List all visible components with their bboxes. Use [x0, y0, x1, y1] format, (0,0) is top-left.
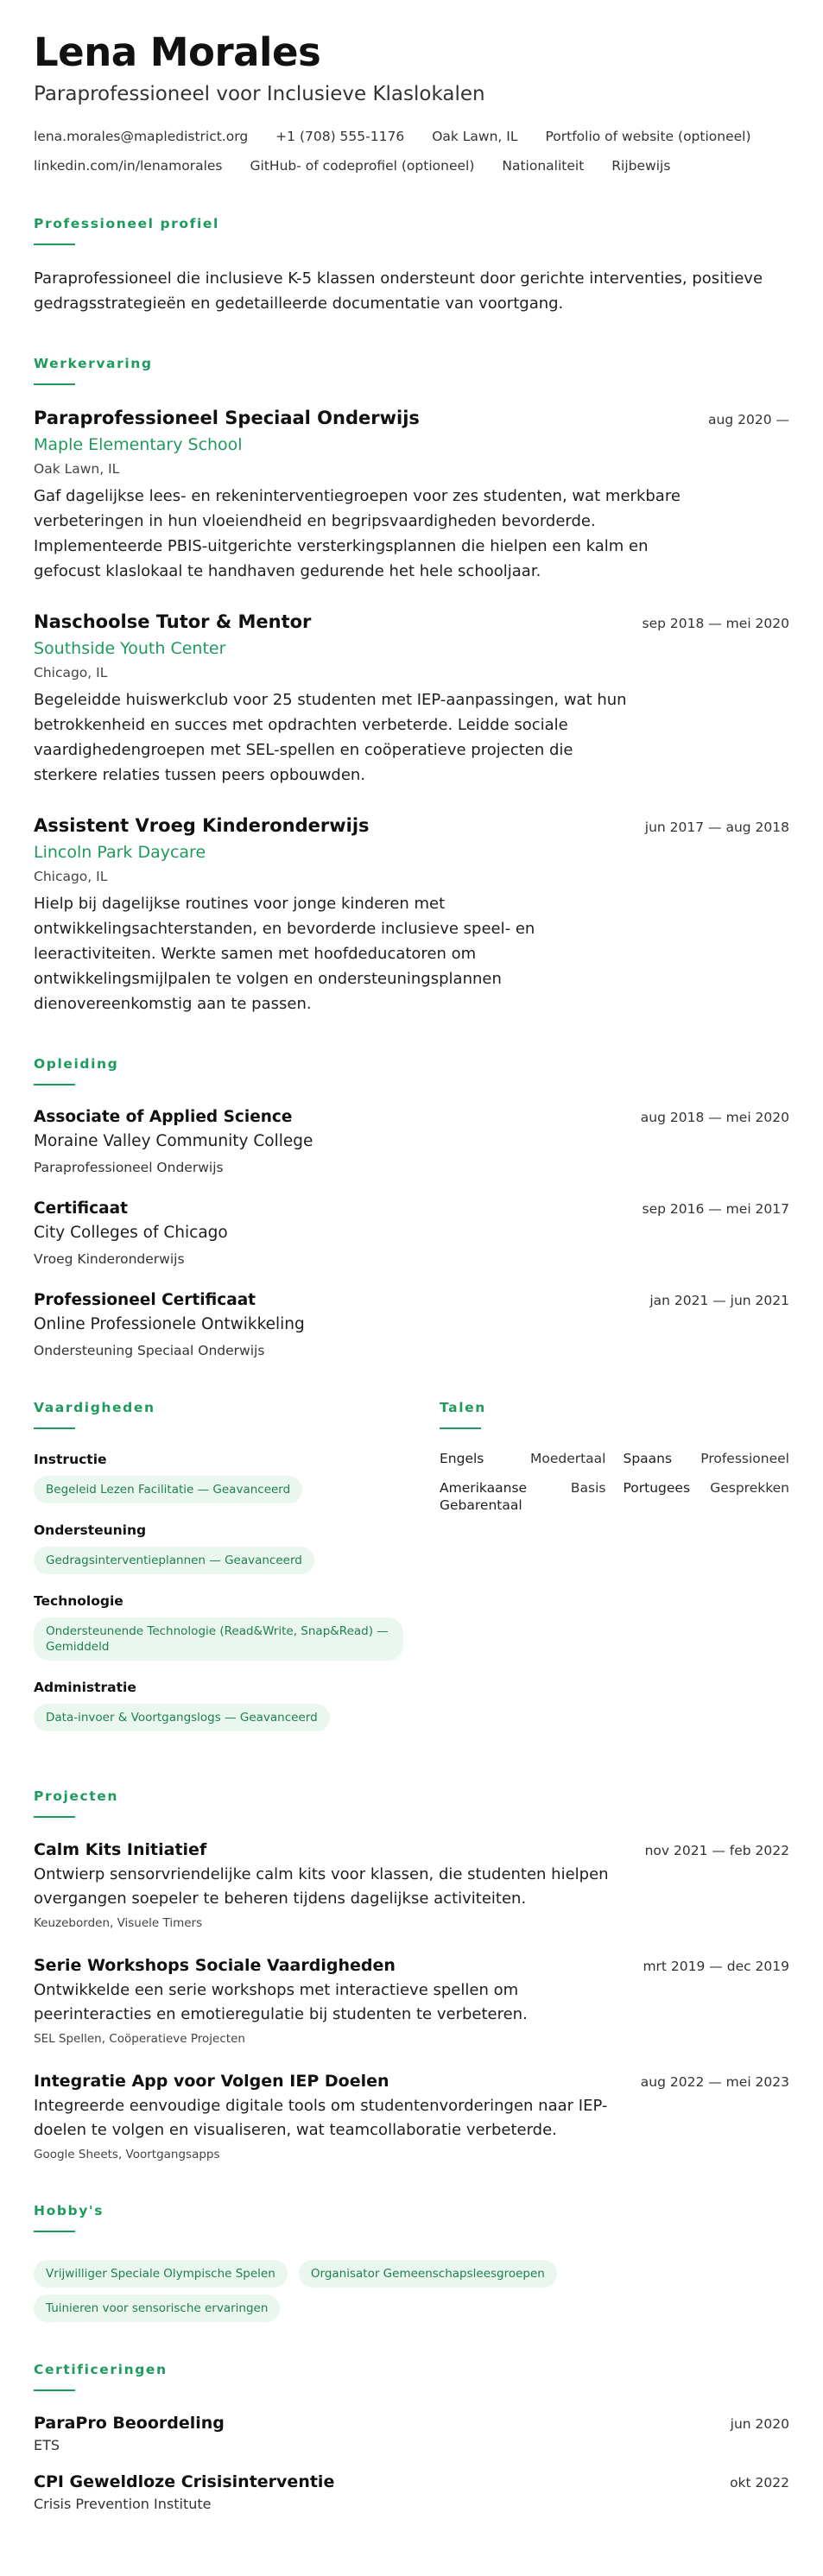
certifications-section	[34, 2360, 789, 2514]
contact-nationality: Nationaliteit	[502, 158, 585, 174]
job-description: Hielp bij dagelijkse routines voor jonge kinderen met ontwikkelingsachterstanden, en bevorderde inclusieve speel- en leeractiviteiten. Werkte samen met hoofdeducatoren om ontwikkelingsmijlpalen te volgen en ondersteuningsplannen dienovereenkomstig aan te passen.	[34, 895, 535, 1013]
section-divider	[34, 1084, 75, 1085]
language-name: Engels	[440, 1451, 484, 1466]
contact-linkedin[interactable]: linkedin.com/in/lenamorales	[34, 158, 223, 174]
job-location: Oak Lawn, IL	[34, 461, 120, 477]
hobby-list	[34, 2253, 638, 2322]
education-section	[34, 1054, 789, 1360]
job-entry	[34, 610, 789, 788]
section-divider	[34, 2389, 75, 2391]
profile-section	[34, 214, 789, 316]
contact-portfolio[interactable]: Portfolio of website (optioneel)	[545, 129, 751, 144]
project-description: Ontwikkelde een serie workshops met interactieve spellen om peerinteracties en emotieregulatie bij studenten te verbeteren.	[34, 1981, 528, 2023]
skill-category: Technologie	[34, 1593, 123, 1609]
experience-section	[34, 354, 789, 1016]
project-entry	[34, 1839, 789, 1932]
contact-list	[34, 126, 794, 176]
education-field: Paraprofessioneel Onderwijs	[34, 1160, 224, 1175]
job-entry	[34, 813, 789, 1016]
certification-entry	[34, 2412, 789, 2455]
section-divider	[34, 2231, 75, 2232]
skill-chip: Begeleid Lezen Facilitatie — Geavanceerd	[34, 1476, 302, 1503]
job-location: Chicago, IL	[34, 665, 108, 680]
hobby-chip: Tuinieren voor sensorische ervaringen	[34, 2294, 280, 2322]
hobbies-section	[34, 2201, 789, 2322]
project-dates: aug 2022 — mei 2023	[640, 2074, 789, 2090]
project-dates: mrt 2019 — dec 2019	[643, 1959, 789, 1974]
education-degree: Professioneel Certificaat	[34, 1291, 256, 1309]
certification-date: okt 2022	[730, 2475, 789, 2491]
languages-section	[440, 1398, 789, 1749]
education-field: Vroeg Kinderonderwijs	[34, 1251, 185, 1267]
contact-license: Rijbewijs	[611, 158, 671, 174]
skill-group	[34, 1678, 440, 1731]
section-divider	[34, 1427, 75, 1429]
hobby-chip: Vrijwilliger Speciale Olympische Spelen	[34, 2260, 288, 2288]
job-company: Southside Youth Center	[34, 639, 226, 658]
section-title-projects: Projecten	[34, 1788, 119, 1804]
skill-chip: Ondersteunende Technologie (Read&Write, Snap&Read) — Gemiddeld	[34, 1617, 403, 1661]
skills-languages-row	[34, 1398, 789, 1749]
project-tools: SEL Spellen, Coöperatieve Projecten	[34, 2032, 245, 2046]
education-school: City Colleges of Chicago	[34, 1224, 228, 1242]
skills-section	[34, 1398, 440, 1749]
language-item	[624, 1450, 790, 1467]
section-title-profile: Professioneel profiel	[34, 216, 219, 231]
skill-category: Administratie	[34, 1680, 136, 1695]
education-field: Ondersteuning Speciaal Onderwijs	[34, 1343, 265, 1358]
education-degree: Certificaat	[34, 1199, 128, 1218]
project-entry	[34, 1954, 789, 2048]
project-description: Integreerde eenvoudige digitale tools om studentenvorderingen naar IEP-doelen te volgen en visualiseren, wat teamcollaboratie verbeterde.	[34, 2097, 608, 2139]
section-title-certifications: Certificeringen	[34, 2362, 168, 2377]
skill-group	[34, 1521, 440, 1574]
education-dates: sep 2016 — mei 2017	[642, 1201, 789, 1217]
language-item	[440, 1450, 606, 1467]
education-dates: aug 2018 — mei 2020	[640, 1110, 789, 1125]
education-school: Online Professionele Ontwikkeling	[34, 1315, 305, 1333]
language-level: Moedertaal	[529, 1451, 606, 1466]
project-title: Calm Kits Initiatief	[34, 1840, 207, 1859]
job-entry	[34, 406, 789, 584]
job-title: Paraprofessioneel Speciaal Onderwijs	[34, 408, 420, 428]
job-dates: jun 2017 — aug 2018	[644, 820, 789, 835]
skill-chip: Data-invoer & Voortgangslogs — Geavanceerd	[34, 1704, 330, 1731]
skill-chip: Gedragsinterventieplannen — Geavanceerd	[34, 1547, 314, 1574]
contact-github[interactable]: GitHub- of codeprofiel (optioneel)	[250, 158, 475, 174]
section-title-experience: Werkervaring	[34, 356, 153, 371]
education-school: Moraine Valley Community College	[34, 1132, 313, 1150]
job-description: Begeleidde huiswerkclub voor 25 studenten met IEP-aanpassingen, wat hun betrokkenheid en succes met opdrachten verbeterde. Leidde sociale vaardighedengroepen met SEL-spellen en coöperatieve projecten die sterkere relaties tussen peers opbouwden.	[34, 691, 627, 784]
candidate-name: Lena Morales	[34, 29, 321, 75]
project-tools: Keuzeborden, Visuele Timers	[34, 1916, 203, 1930]
skill-group	[34, 1450, 440, 1503]
education-degree: Associate of Applied Science	[34, 1108, 293, 1126]
education-entry	[34, 1106, 789, 1177]
section-title-education: Opleiding	[34, 1056, 119, 1072]
education-entry	[34, 1198, 789, 1269]
candidate-headline: Paraprofessioneel voor Inclusieve Klaslokalen	[34, 83, 485, 105]
language-item	[440, 1479, 606, 1514]
contact-location: Oak Lawn, IL	[432, 129, 518, 144]
project-dates: nov 2021 — feb 2022	[644, 1843, 789, 1858]
certification-date: jun 2020	[730, 2416, 789, 2432]
section-divider	[440, 1427, 481, 1429]
job-location: Chicago, IL	[34, 869, 108, 884]
resume-header	[34, 29, 789, 176]
project-title: Serie Workshops Sociale Vaardigheden	[34, 1956, 396, 1975]
language-level: Gesprekken	[710, 1480, 789, 1496]
education-dates: jan 2021 — jun 2021	[649, 1293, 789, 1308]
job-title: Naschoolse Tutor & Mentor	[34, 611, 312, 632]
section-divider	[34, 383, 75, 385]
section-title-skills: Vaardigheden	[34, 1400, 155, 1415]
job-dates: sep 2018 — mei 2020	[642, 616, 789, 631]
hobby-chip: Organisator Gemeenschapsleesgroepen	[299, 2260, 557, 2288]
job-company: Maple Elementary School	[34, 435, 243, 454]
language-name: Amerikaanse Gebarentaal	[440, 1480, 528, 1513]
project-title: Integratie App voor Volgen IEP Doelen	[34, 2072, 389, 2091]
certification-name: ParaPro Beoordeling	[34, 2414, 225, 2433]
language-name: Spaans	[623, 1451, 673, 1466]
job-dates: aug 2020 —	[708, 412, 789, 427]
contact-email[interactable]: lena.morales@mapledistrict.org	[34, 129, 249, 144]
education-entry	[34, 1289, 789, 1360]
section-title-hobbies: Hobby's	[34, 2203, 104, 2218]
contact-phone[interactable]: +1 (708) 555-1176	[275, 129, 405, 144]
certification-issuer: ETS	[34, 2437, 60, 2453]
job-title: Assistent Vroeg Kinderonderwijs	[34, 815, 370, 836]
skill-group	[34, 1592, 440, 1661]
certification-name: CPI Geweldloze Crisisinterventie	[34, 2472, 335, 2491]
section-divider	[34, 1816, 75, 1818]
language-level: Basis	[570, 1480, 606, 1496]
project-tools: Google Sheets, Voortgangsapps	[34, 2148, 220, 2161]
job-description: Gaf dagelijkse lees- en rekeninterventiegroepen voor zes studenten, wat merkbare verbeteringen in hun vloeiendheid en begripsvaardigheden bevorderde. Implementeerde PBIS-uitgerichte versterkingsplannen die hielpen een kalm en gefocust klaslokaal te handhaven gedurende het hele schooljaar.	[34, 487, 681, 580]
language-name: Portugees	[623, 1480, 691, 1496]
section-divider	[34, 244, 75, 245]
profile-text: Paraprofessioneel die inclusieve K-5 klassen ondersteunt door gerichte interventies, positieve gedragsstrategieën en gedetailleerde documentatie van voortgang.	[34, 269, 763, 313]
skill-category: Ondersteuning	[34, 1522, 147, 1538]
skill-category: Instructie	[34, 1452, 107, 1467]
certification-entry	[34, 2471, 789, 2514]
project-description: Ontwierp sensorvriendelijke calm kits voor klassen, die studenten hielpen overgangen soepeler te beheren tijdens dagelijkse activiteiten.	[34, 1865, 609, 1908]
language-level: Professioneel	[700, 1451, 789, 1466]
project-entry	[34, 2070, 789, 2163]
job-company: Lincoln Park Daycare	[34, 843, 206, 862]
language-list	[440, 1450, 789, 1514]
certification-issuer: Crisis Prevention Institute	[34, 2496, 212, 2512]
projects-section	[34, 1787, 789, 2163]
section-title-languages: Talen	[440, 1400, 486, 1415]
language-item	[624, 1479, 790, 1514]
